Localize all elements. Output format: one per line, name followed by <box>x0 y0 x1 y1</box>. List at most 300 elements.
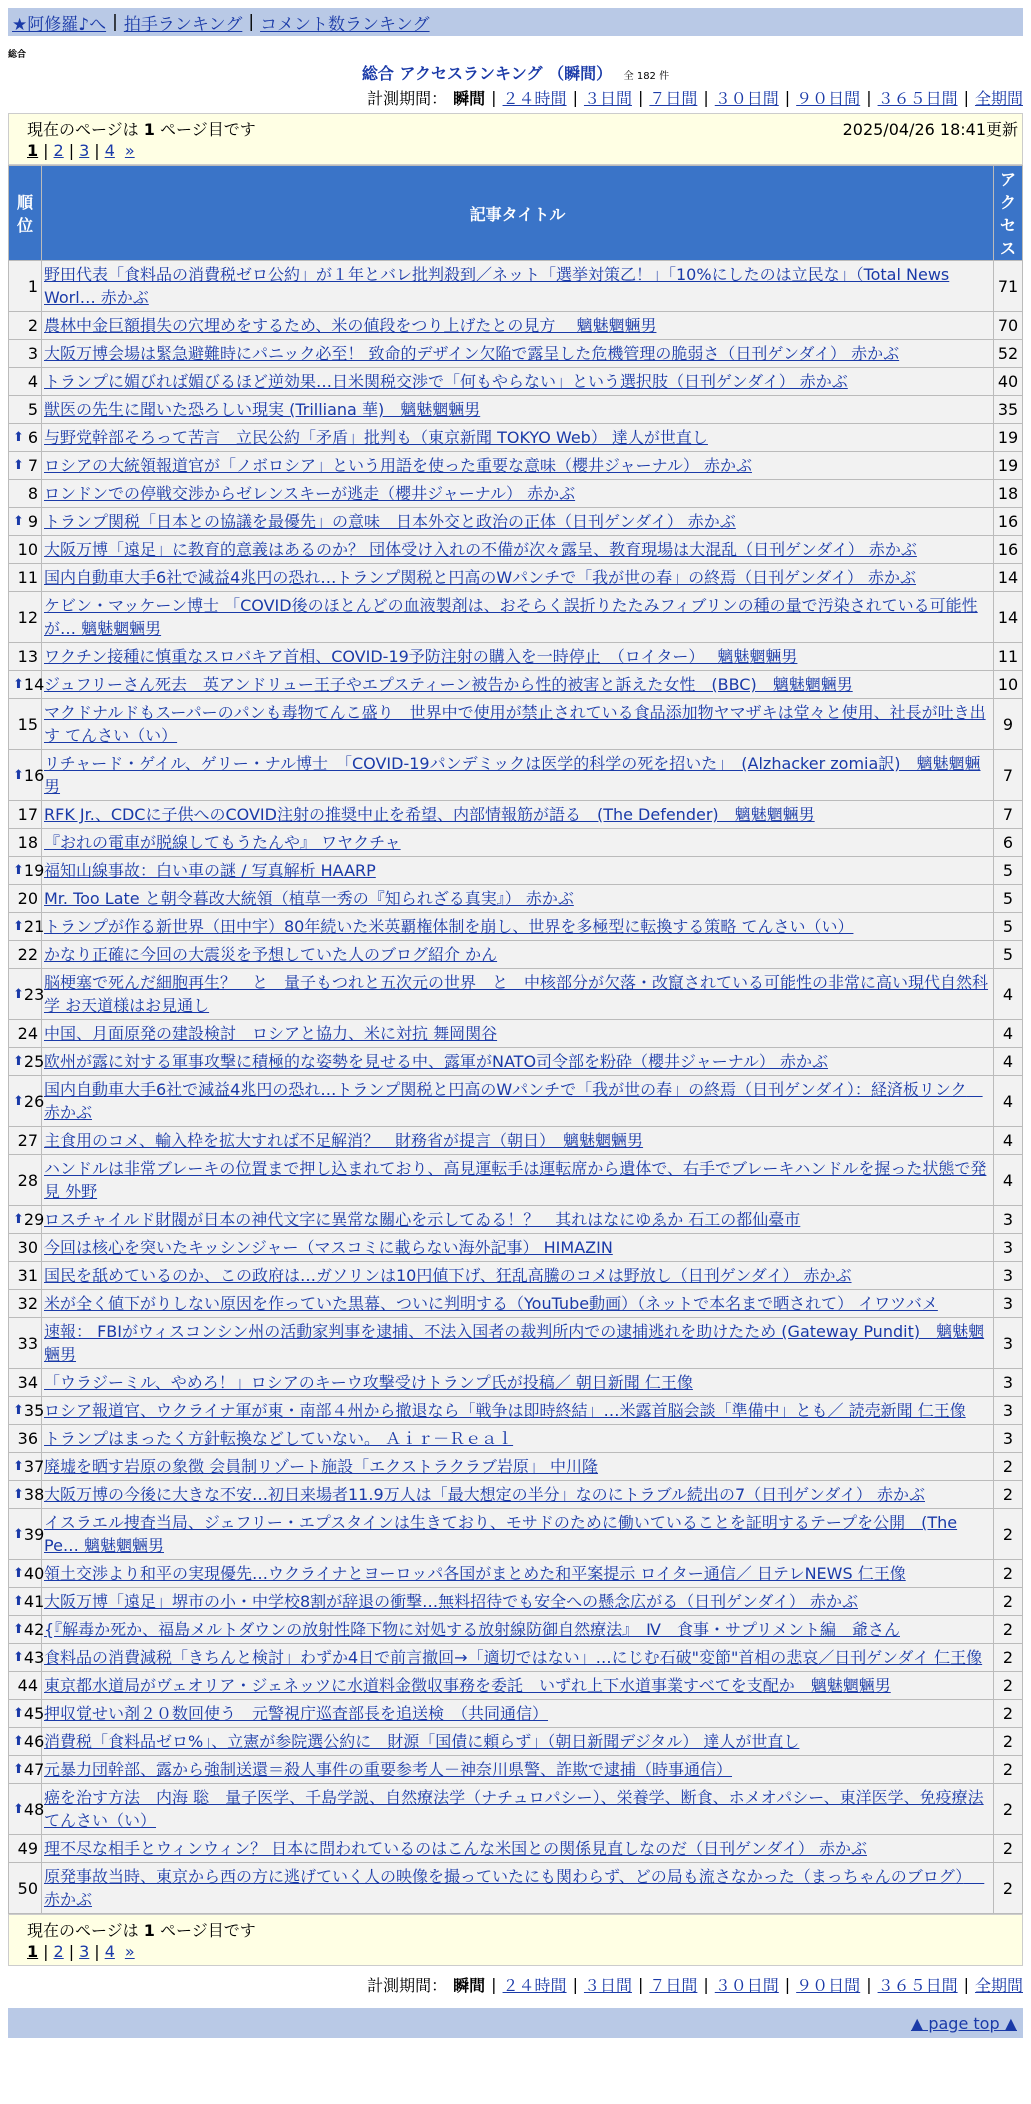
article-link[interactable]: ロシア報道官、ウクライナ軍が東・南部４州から撤退なら「戦争は即時終結」…米露首脳会談「準備中」とも／ 読売新聞 仁王像 <box>44 1401 966 1420</box>
article-link[interactable]: 大阪万博「遠足」堺市の小・中学校8割が辞退の衝撃…無料招待でも安全への懸念広がる（日刊ゲンダイ） 赤かぶ <box>44 1592 858 1611</box>
period-link-3d[interactable]: ３日間 <box>583 1975 632 1995</box>
rank-up-arrow-icon: ⬆ <box>13 1594 24 1609</box>
table-row <box>9 1644 1023 1672</box>
article-link[interactable]: 主食用のコメ、輸入枠を拡大すれば不足解消？ 財務省が提言（朝日） 魑魅魍魎男 <box>44 1131 644 1150</box>
rank-number: 2 <box>27 316 38 335</box>
access-count: 14 <box>994 592 1023 643</box>
rank-cell <box>9 643 42 671</box>
rank-number: 33 <box>17 1333 38 1353</box>
article-link[interactable]: ロンドンでの停戦交渉からゼレンスキーが逃走（櫻井ジャーナル） 赤かぶ <box>44 484 576 503</box>
rank-up-arrow-icon: ⬆ <box>13 1212 24 1227</box>
article-link[interactable]: 米が全く値下がりしない原因を作っていた黒幕、ついに判明する（YouTube動画）（ネットで本名まで晒されて） イワツバメ <box>44 1294 938 1313</box>
title-cell <box>42 424 994 452</box>
rank-number: 42 <box>23 1620 45 1639</box>
access-count: 35 <box>994 396 1023 424</box>
title-cell <box>42 1756 994 1784</box>
rank-number: 5 <box>27 400 38 419</box>
rank-cell <box>9 1425 42 1453</box>
rank-cell <box>9 750 45 801</box>
rank-number: 45 <box>23 1704 45 1723</box>
rank-cell <box>9 480 42 508</box>
period-current: 瞬間 <box>453 1975 486 1995</box>
access-count: 52 <box>994 340 1023 368</box>
rank-cell <box>9 340 42 368</box>
title-cell <box>42 340 994 368</box>
access-count: 9 <box>994 699 1023 750</box>
rank-number: 49 <box>17 1839 38 1858</box>
period-link-365d[interactable]: ３６５日間 <box>877 1975 958 1995</box>
period-link-24h[interactable]: ２４時間 <box>502 1975 567 1995</box>
article-link[interactable]: 「ウラジーミル、やめろ！」ロシアのキーウ攻撃受けトランプ氏が投稿／ 朝日新聞 仁王像 <box>44 1373 693 1392</box>
title-cell <box>42 801 994 829</box>
rank-cell <box>9 913 45 941</box>
title-cell <box>42 1318 994 1369</box>
rank-up-arrow-icon: ⬆ <box>13 1054 24 1069</box>
period-link-7d[interactable]: ７日間 <box>649 1975 698 1995</box>
rank-number: 15 <box>17 714 38 734</box>
access-count: 2 <box>994 1509 1023 1560</box>
rank-number: 43 <box>23 1648 45 1667</box>
title-cell <box>42 1048 994 1076</box>
title-cell <box>42 1588 994 1616</box>
article-link[interactable]: 理不尽な相手とウィンウィン？ 日本に問われているのはこんな米国との関係見直しなのだ（日刊ゲンダイ） 赤かぶ <box>44 1839 867 1858</box>
title-cell <box>42 1397 994 1425</box>
rank-number: 36 <box>17 1429 38 1448</box>
title-cell <box>42 1262 994 1290</box>
rank-cell <box>9 885 42 913</box>
title-cell <box>42 480 994 508</box>
period-label: 計測期間： <box>367 88 448 108</box>
table-row <box>9 1509 1023 1560</box>
title-cell <box>42 1728 994 1756</box>
rank-cell <box>9 969 45 1020</box>
page-top-link[interactable]: ▲ page top ▲ <box>910 2013 1017 2033</box>
rank-cell <box>9 829 42 857</box>
access-count: 71 <box>994 261 1023 312</box>
rank-number: 16 <box>23 765 45 785</box>
rank-number: 21 <box>23 917 45 936</box>
rank-cell <box>9 508 42 536</box>
rank-number: 28 <box>17 1170 38 1190</box>
access-count: 3 <box>994 1397 1023 1425</box>
article-link[interactable]: 中国、月面原発の建設検討 ロシアと協力、米に対抗 舞岡関谷 <box>44 1024 498 1043</box>
page-title: 総合 アクセスランキング （瞬間） <box>361 64 613 83</box>
title-cell <box>42 1863 994 1914</box>
access-count: 4 <box>994 1155 1023 1206</box>
period-link-365d[interactable]: ３６５日間 <box>877 88 958 108</box>
rank-up-arrow-icon: ⬆ <box>13 1526 24 1542</box>
access-count: 2 <box>994 1672 1023 1700</box>
page-next-link[interactable]: » <box>124 1941 135 1961</box>
period-selector-top: 計測期間： 瞬間 | ２４時間 | ３日間 | ７日間 | ３０日間 | ９０日間 | ３６５日間 | 全期間 <box>367 87 1023 108</box>
table-row <box>9 1020 1023 1048</box>
access-count: 19 <box>994 424 1023 452</box>
footer-bar <box>8 2008 1023 2038</box>
title-cell <box>42 643 994 671</box>
article-link[interactable]: イスラエル捜査当局、ジェフリー・エプスタインは生きており、モサドのために働いていることを証明するテープを公開 (The Pe… 魑魅魍魎男 <box>44 1513 958 1555</box>
rank-cell <box>9 1672 42 1700</box>
article-link[interactable]: 消費税「食料品ゼロ%」、立憲が参院選公約に 財源「国債に頼らず」（朝日新聞デジタル） 達人が世直し <box>44 1732 800 1751</box>
table-row <box>9 1318 1023 1369</box>
table-row <box>9 1700 1023 1728</box>
table-row <box>9 368 1023 396</box>
article-link[interactable]: 脳梗塞で死んだ細胞再生？ と 量子もつれと五次元の世界 と 中核部分が欠落・改竄されている可能性の非常に高い現代自然科学 お天道様はお見通し <box>44 973 989 1015</box>
period-link-90d[interactable]: ９０日間 <box>796 1975 861 1995</box>
title-cell <box>42 396 994 424</box>
table-row <box>9 1835 1023 1863</box>
rank-up-arrow-icon: ⬆ <box>13 919 24 934</box>
period-selector-bottom: 計測期間： 瞬間 | ２４時間 | ３日間 | ７日間 | ３０日間 | ９０日間 | ３６５日間 | 全期間 <box>367 1974 1023 1995</box>
rank-up-arrow-icon: ⬆ <box>13 1093 24 1109</box>
page-link-3[interactable]: 3 <box>79 1941 90 1961</box>
access-count: 4 <box>994 1020 1023 1048</box>
rank-number: 11 <box>17 568 38 587</box>
period-link-24h[interactable]: ２４時間 <box>502 88 567 108</box>
title-cell <box>42 750 994 801</box>
table-row <box>9 969 1023 1020</box>
rank-cell <box>9 1509 45 1560</box>
title-cell <box>42 1835 994 1863</box>
article-link[interactable]: 大阪万博「遠足」に教育的意義はあるのか？ 団体受け入れの不備が次々露呈、教育現場は大混乱（日刊ゲンダイ） 赤かぶ <box>44 540 917 559</box>
article-link[interactable]: {『解毒か死か、福島メルトダウンの放射性降下物に対処する放射線防御自然療法』 Ⅳ 食事・サプリメント編 爺さん <box>44 1620 900 1639</box>
article-link[interactable]: トランプ関税「日本との協議を最優先」の意味 日本外交と政治の正体（日刊ゲンダイ） 赤かぶ <box>44 512 736 531</box>
rank-number: 48 <box>23 1799 45 1819</box>
rank-cell <box>9 1644 45 1672</box>
table-row <box>9 671 1023 699</box>
rank-number: 26 <box>23 1091 45 1111</box>
access-count: 2 <box>994 1784 1023 1835</box>
rank-number: 41 <box>23 1592 45 1611</box>
total-count: 全 182 件 <box>623 71 670 82</box>
article-link[interactable]: ハンドルは非常ブレーキの位置まで押し込まれており、高見運転手は運転席から遺体で、右手でブレーキハンドルを握った状態で発見 外野 <box>44 1159 987 1201</box>
table-row <box>9 508 1023 536</box>
pagination: 1 | 2 | 3 | 4 » <box>27 1941 135 1961</box>
table-row <box>9 913 1023 941</box>
article-link[interactable]: かなり正確に今回の大震災を予想していた人のブログ紹介 かん <box>44 945 498 964</box>
title-cell <box>42 1672 994 1700</box>
page-link-4[interactable]: 4 <box>104 1941 115 1961</box>
rank-number: 34 <box>17 1373 38 1392</box>
rank-number: 13 <box>17 647 38 666</box>
rank-number: 32 <box>17 1294 38 1313</box>
rank-number: 19 <box>23 861 45 880</box>
article-link[interactable]: 領土交渉より和平の実現優先…ウクライナとヨーロッパ各国がまとめた和平案提示 ロイター通信／ 日テレNEWS 仁王像 <box>44 1564 906 1583</box>
title-cell <box>42 671 994 699</box>
title-cell <box>42 1206 994 1234</box>
title-cell <box>42 592 994 643</box>
article-link[interactable]: 『おれの電車が脱線してもうたんや』 ワヤクチャ <box>44 833 401 852</box>
article-link[interactable]: 廃墟を晒す岩原の象徴 会員制リゾート施設「エクストラクラブ岩原」 中川隆 <box>44 1457 599 1476</box>
access-count: 2 <box>994 1560 1023 1588</box>
access-count: 2 <box>994 1863 1023 1914</box>
table-row <box>9 261 1023 312</box>
access-count: 5 <box>994 857 1023 885</box>
table-row <box>9 857 1023 885</box>
article-link[interactable]: マクドナルドもスーパーのパンも毒物てんこ盛り 世界中で使用が禁止されている食品添加物ヤマザキは堂々と使用、社長が吐き出す てんさい（い） <box>44 703 986 745</box>
table-row <box>9 1728 1023 1756</box>
rank-cell <box>9 452 42 480</box>
rank-cell <box>9 941 42 969</box>
table-row <box>9 885 1023 913</box>
table-row <box>9 1784 1023 1835</box>
title-cell <box>42 1560 994 1588</box>
table-row <box>9 480 1023 508</box>
period-current: 瞬間 <box>453 88 486 108</box>
rank-cell <box>9 1863 42 1914</box>
period-link-90d[interactable]: ９０日間 <box>796 88 861 108</box>
rank-number: 50 <box>17 1878 38 1898</box>
article-link[interactable]: 福知山線事故：白い車の謎 / 写真解析 HAARP <box>44 861 376 880</box>
rank-up-arrow-icon: ⬆ <box>13 1706 24 1721</box>
rank-up-arrow-icon: ⬆ <box>13 863 24 878</box>
rank-number: 44 <box>17 1676 38 1695</box>
rank-number: 25 <box>23 1052 45 1071</box>
rank-cell <box>9 1262 42 1290</box>
rank-number: 10 <box>17 540 38 559</box>
rank-number: 12 <box>17 607 38 627</box>
table-row <box>9 592 1023 643</box>
article-link[interactable]: トランプはまったく方針転換などしていない。 Ａｉｒ－Ｒｅａｌ <box>44 1429 514 1448</box>
article-link[interactable]: 野田代表「食料品の消費税ゼロ公約」が１年とバレ批判殺到／ネット「選挙対策乙！」「10%にしたのは立民な」（Total News Worl… 赤かぶ <box>44 265 950 307</box>
access-count: 3 <box>994 1290 1023 1318</box>
title-cell <box>42 1290 994 1318</box>
table-row <box>9 1048 1023 1076</box>
rank-cell <box>9 1369 42 1397</box>
rank-number: 40 <box>23 1564 45 1583</box>
period-link-7d[interactable]: ７日間 <box>649 88 698 108</box>
page-link-2[interactable]: 2 <box>53 140 64 160</box>
access-count: 4 <box>994 1127 1023 1155</box>
rank-number: 17 <box>17 805 38 824</box>
access-count: 19 <box>994 452 1023 480</box>
page-link-2[interactable]: 2 <box>53 1941 64 1961</box>
period-link-30d[interactable]: ３０日間 <box>714 1975 779 1995</box>
rank-number: 27 <box>17 1131 38 1150</box>
rank-number: 31 <box>17 1266 38 1285</box>
rank-cell <box>9 1290 42 1318</box>
access-count: 2 <box>994 1481 1023 1509</box>
title-cell <box>42 1453 994 1481</box>
title-cell <box>42 1020 994 1048</box>
rank-cell <box>9 1560 45 1588</box>
article-link[interactable]: 元暴力団幹部、露から強制送還＝殺人事件の重要参考人－神奈川県警、詐欺で逮捕（時事通信） <box>44 1760 733 1779</box>
title-cell <box>42 312 994 340</box>
access-count: 5 <box>994 941 1023 969</box>
top-nav-bar <box>8 8 1023 36</box>
table-row <box>9 1290 1023 1318</box>
rank-cell <box>9 1728 45 1756</box>
table-row <box>9 1756 1023 1784</box>
access-count: 18 <box>994 480 1023 508</box>
rank-up-arrow-icon: ⬆ <box>13 986 24 1002</box>
title-cell <box>42 1076 994 1127</box>
nav-separator: | <box>112 12 118 32</box>
page-current: 1 <box>27 140 39 160</box>
article-link[interactable]: ジュフリーさん死去 英アンドリュー王子やエプスティーン被告から性的被害と訴えた女性 (BBC) 魑魅魍魎男 <box>44 675 853 694</box>
period-label: 計測期間： <box>367 1975 448 1995</box>
article-link[interactable]: 今回は核心を突いたキッシンジャー（マスコミに載らない海外記事） HIMAZIN <box>44 1238 613 1257</box>
article-link[interactable]: トランプに媚びれば媚びるほど逆効果…日米関税交渉で「何もやらない」という選択肢（日刊ゲンダイ） 赤かぶ <box>44 372 848 391</box>
title-cell <box>42 368 994 396</box>
title-cell <box>42 564 994 592</box>
rank-cell <box>9 368 42 396</box>
rank-cell <box>9 699 42 750</box>
rank-number: 38 <box>23 1485 45 1504</box>
title-cell <box>42 969 994 1020</box>
rank-number: 23 <box>23 984 45 1004</box>
article-link[interactable]: 食料品の消費減税「きちんと検討」わずか4日で前言撤回→「適切ではない」…にじむ石破"変節"首相の悲哀／日刊ゲンダイ 仁王像 <box>44 1648 983 1667</box>
access-count: 16 <box>994 536 1023 564</box>
table-row <box>9 1234 1023 1262</box>
title-cell <box>42 452 994 480</box>
article-link[interactable]: 与野党幹部そろって苦言 立民公約「矛盾」批判も（東京新聞 TOKYO Web） 達人が世直し <box>44 428 708 447</box>
access-count: 2 <box>994 1453 1023 1481</box>
article-link[interactable]: 大阪万博会場は緊急避難時にパニック必至！ 致命的デザイン欠陥で露呈した危機管理の脆弱さ（日刊ゲンダイ） 赤かぶ <box>44 344 900 363</box>
title-cell <box>42 1509 994 1560</box>
rank-cell <box>9 1127 42 1155</box>
rank-up-arrow-icon: ⬆ <box>13 767 24 783</box>
article-link[interactable]: 欧州が露に対する軍事攻撃に積極的な姿勢を見せる中、露軍がNATO司令部を粉砕（櫻井ジャーナル） 赤かぶ <box>44 1052 829 1071</box>
access-count: 10 <box>994 671 1023 699</box>
rank-cell <box>9 592 42 643</box>
article-link[interactable]: 速報： FBIがウィスコンシン州の活動家判事を逮捕、不法入国者の裁判所内での逮捕逃れを助けたため (Gateway Pundit) 魑魅魍魎男 <box>44 1322 985 1364</box>
rank-up-arrow-icon: ⬆ <box>13 430 24 445</box>
pagination: 1 | 2 | 3 | 4 » <box>27 140 135 160</box>
table-row <box>9 1863 1023 1914</box>
table-row <box>9 312 1023 340</box>
article-link[interactable]: ロシアの大統領報道官が「ノボロシア」という用語を使った重要な意味（櫻井ジャーナル） 赤かぶ <box>44 456 752 475</box>
access-count: 3 <box>994 1425 1023 1453</box>
article-link[interactable]: 大阪万博の今後に大きな不安…初日来場者11.9万人は「最大想定の半分」なのにトラブル続出の7（日刊ゲンダイ） 赤かぶ <box>44 1485 925 1504</box>
rank-cell <box>9 1756 45 1784</box>
article-link[interactable]: 押収覚せい剤２０数回使う 元警視庁巡査部長を追送検 （共同通信） <box>44 1704 549 1723</box>
rank-number: 39 <box>23 1524 45 1544</box>
article-link[interactable]: 原発事故当時、東京から西の方に逃げていく人の映像を撮っていたにも関わらず、どの局も流さなかった（まっちゃんのブログ） 赤かぶ <box>44 1867 985 1909</box>
access-count: 40 <box>994 368 1023 396</box>
title-cell <box>42 1155 994 1206</box>
rank-number: 22 <box>17 945 38 964</box>
title-cell <box>42 913 994 941</box>
applause-ranking-link[interactable]: 拍手ランキング <box>123 14 243 35</box>
rank-up-arrow-icon: ⬆ <box>13 1487 24 1502</box>
article-link[interactable]: 国民を舐めているのか、この政府は…ガソリンは10円値下げ、狂乱高騰のコメは野放し（日刊ゲンダイ） 赤かぶ <box>44 1266 852 1285</box>
title-cell <box>42 699 994 750</box>
access-count: 4 <box>994 1076 1023 1127</box>
article-link[interactable]: リチャード・ゲイル、ゲリー・ナル博士 「COVID-19パンデミックは医学的科学の死を招いた」 (Alzhacker zomia訳) 魑魅魍魎男 <box>44 754 981 796</box>
table-row <box>9 1481 1023 1509</box>
table-row <box>9 1076 1023 1127</box>
rank-number: 37 <box>23 1457 45 1476</box>
rank-cell <box>9 1397 45 1425</box>
title-cell <box>42 829 994 857</box>
article-link[interactable]: ロスチャイルド財閥が日本の神代文字に異常な關心を示してゐる！？ 其れはなにゆゑか 石工の都仙臺市 <box>44 1210 801 1229</box>
rank-number: 3 <box>27 344 38 363</box>
header-title: 記事タイトル <box>42 166 994 261</box>
table-row <box>9 1262 1023 1290</box>
title-cell <box>42 885 994 913</box>
article-link[interactable]: 国内自動車大手6社で減益4兆円の恐れ…トランプ関税と円高のWパンチで「我が世の春」の終焉（日刊ゲンダイ） 赤かぶ <box>44 568 916 587</box>
period-link-3d[interactable]: ３日間 <box>583 88 632 108</box>
rank-cell <box>9 1020 42 1048</box>
rank-number: 35 <box>23 1401 45 1420</box>
rank-up-arrow-icon: ⬆ <box>13 1622 24 1637</box>
rank-cell <box>9 671 45 699</box>
article-link[interactable]: ケビン・マッケーン博士 「COVID後のほとんどの血液製剤は、おそらく誤折りたたみフィブリンの種の量で汚染されている可能性が… 魑魅魍魎男 <box>44 596 978 638</box>
access-count: 11 <box>994 643 1023 671</box>
page-link-4[interactable]: 4 <box>104 140 115 160</box>
article-link[interactable]: 獣医の先生に聞いた恐ろしい現実 (Trilliana 華) 魑魅魍魎男 <box>44 400 481 419</box>
access-count: 70 <box>994 312 1023 340</box>
article-link[interactable]: 国内自動車大手6社で減益4兆円の恐れ…トランプ関税と円高のWパンチで「我が世の春」の終焉（日刊ゲンダイ）：経済板リンク 赤かぶ <box>44 1080 983 1122</box>
title-cell <box>42 1700 994 1728</box>
access-count: 2 <box>994 1644 1023 1672</box>
rank-number: 7 <box>27 456 38 475</box>
rank-cell <box>9 1206 45 1234</box>
rank-cell <box>9 564 42 592</box>
rank-cell <box>9 1048 45 1076</box>
title-cell <box>42 1369 994 1397</box>
article-link[interactable]: 東京都水道局がヴェオリア・ジェネッツに水道料金徴収事務を委託 いずれ上下水道事業すべてを支配か 魑魅魍魎男 <box>44 1676 891 1695</box>
title-cell <box>42 1425 994 1453</box>
title-cell <box>42 857 994 885</box>
access-count: 16 <box>994 508 1023 536</box>
page-next-link[interactable]: » <box>124 140 135 160</box>
rank-cell <box>9 1318 42 1369</box>
rank-number: 1 <box>27 276 38 296</box>
rank-cell <box>9 1453 45 1481</box>
rank-cell <box>9 1481 45 1509</box>
article-link[interactable]: 農林中金巨額損失の穴埋めをするため、米の値段をつり上げたとの見方 魑魅魍魎男 <box>44 316 657 335</box>
access-count: 3 <box>994 1369 1023 1397</box>
table-row <box>9 1425 1023 1453</box>
access-count: 6 <box>994 829 1023 857</box>
table-header-row <box>9 166 1023 261</box>
header-access: アクセス <box>994 166 1023 261</box>
access-count: 5 <box>994 885 1023 913</box>
article-link[interactable]: Mr. Too Late と朝令暮改大統領（植草一秀の『知られざる真実』） 赤かぶ <box>44 889 574 908</box>
rank-cell <box>9 1234 42 1262</box>
article-link[interactable]: 癌を治す方法 内海 聡 量子医学、千島学説、自然療法学（ナチュロパシー）、栄養学、断食、ホメオパシー、東洋医学、免疫療法 てんさい（い） <box>44 1788 984 1830</box>
access-count: 7 <box>994 750 1023 801</box>
access-count: 4 <box>994 1048 1023 1076</box>
table-row <box>9 1397 1023 1425</box>
access-count: 2 <box>994 1700 1023 1728</box>
article-link[interactable]: RFK Jr.、CDCに子供へのCOVID注射の推奨中止を希望、内部情報筋が語る (The Defender) 魑魅魍魎男 <box>44 805 815 824</box>
rank-up-arrow-icon: ⬆ <box>13 514 24 529</box>
rank-number: 8 <box>27 484 38 503</box>
page-link-3[interactable]: 3 <box>79 140 90 160</box>
title-cell <box>42 1127 994 1155</box>
rank-cell <box>9 1700 45 1728</box>
access-count: 4 <box>994 969 1023 1020</box>
rank-up-arrow-icon: ⬆ <box>13 677 24 692</box>
ranking-table <box>8 165 1023 1914</box>
table-row <box>9 396 1023 424</box>
article-link[interactable]: トランプが作る新世界（田中宇）80年続いた米英覇権体制を崩し、世界を多極型に転換する策略 てんさい（い） <box>44 917 854 936</box>
access-count: 3 <box>994 1318 1023 1369</box>
access-count: 2 <box>994 1588 1023 1616</box>
page-current: 1 <box>27 1941 39 1961</box>
article-link[interactable]: ワクチン接種に慎重なスロバキア首相、COVID-19予防注射の購入を一時停止 （ロイター） 魑魅魍魎男 <box>44 647 798 666</box>
period-link-30d[interactable]: ３０日間 <box>714 88 779 108</box>
period-link-all[interactable]: 全期間 <box>974 1975 1023 1995</box>
table-row <box>9 452 1023 480</box>
rank-up-arrow-icon: ⬆ <box>13 1566 24 1581</box>
title-cell <box>42 536 994 564</box>
period-link-all[interactable]: 全期間 <box>974 88 1023 108</box>
home-link[interactable]: ★阿修羅♪へ <box>12 14 107 35</box>
comment-ranking-link[interactable]: コメント数ランキング <box>260 14 430 35</box>
